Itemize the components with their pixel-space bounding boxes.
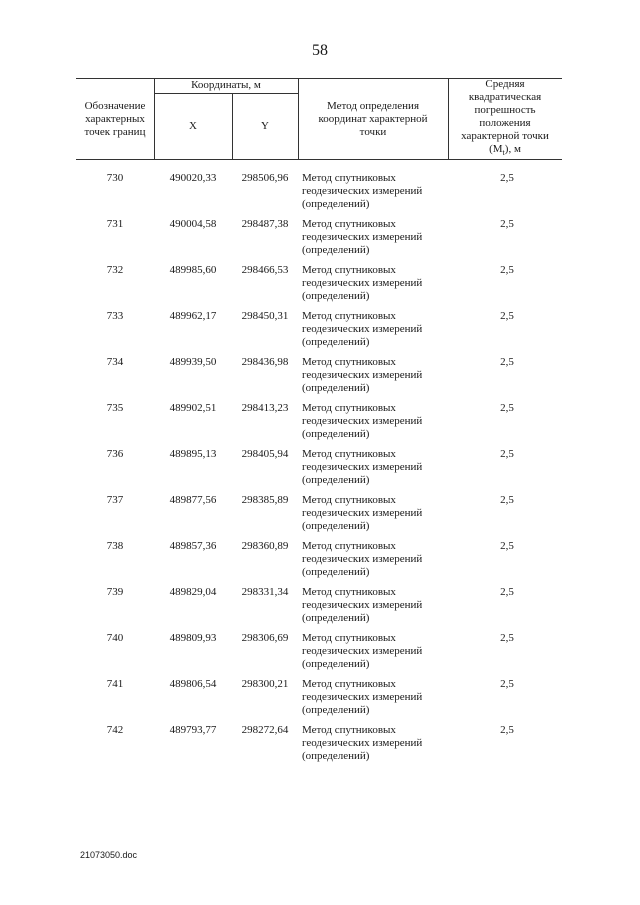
coord-y: 298466,53	[241, 264, 289, 276]
accuracy-cell: 2,5	[500, 494, 514, 506]
point-number: 731	[106, 218, 124, 230]
accuracy-cell: 2,5	[500, 540, 514, 552]
accuracy-cell: 2,5	[500, 678, 514, 690]
coord-x: 489793,77	[169, 724, 217, 736]
coordinates-table-body	[76, 172, 562, 770]
method-cell: Метод спутниковых геодезических измерений (определений)	[302, 402, 423, 440]
coord-x: 489829,04	[169, 586, 217, 598]
table-row	[76, 586, 562, 632]
file-name: 21073050.doc	[80, 850, 138, 860]
accuracy-cell: 2,5	[500, 724, 514, 736]
accuracy-cell: 2,5	[500, 264, 514, 276]
coord-x: 489895,13	[169, 448, 217, 460]
table-row	[76, 356, 562, 402]
coord-y: 298300,21	[241, 678, 289, 690]
point-number: 737	[106, 494, 124, 506]
point-number: 742	[106, 724, 124, 736]
coord-x: 489985,60	[169, 264, 217, 276]
coord-x: 489939,50	[169, 356, 217, 368]
table-row	[76, 218, 562, 264]
header-accuracy-label	[448, 78, 562, 160]
coord-y: 298331,34	[241, 586, 289, 598]
coord-x: 489902,51	[169, 402, 217, 414]
table-row	[76, 264, 562, 310]
coord-y: 298405,94	[241, 448, 289, 460]
accuracy-cell: 2,5	[500, 356, 514, 368]
method-cell: Метод спутниковых геодезических измерений (определений)	[302, 632, 423, 670]
page-number: 58	[312, 42, 328, 59]
method-cell: Метод спутниковых геодезических измерений (определений)	[302, 494, 423, 532]
coord-y: 298450,31	[241, 310, 289, 322]
accuracy-cell: 2,5	[500, 632, 514, 644]
point-number: 741	[106, 678, 124, 690]
coord-x: 490004,58	[169, 218, 217, 230]
coord-y: 298306,69	[241, 632, 289, 644]
method-cell: Метод спутниковых геодезических измерений (определений)	[302, 218, 423, 256]
accuracy-cell: 2,5	[500, 172, 514, 184]
method-cell: Метод спутниковых геодезических измерений (определений)	[302, 172, 423, 210]
method-cell: Метод спутниковых геодезических измерений (определений)	[302, 356, 423, 394]
accuracy-cell: 2,5	[500, 448, 514, 460]
point-number: 740	[106, 632, 124, 644]
coord-y: 298272,64	[241, 724, 289, 736]
table-header	[76, 78, 562, 160]
table-row	[76, 402, 562, 448]
coord-y: 298506,96	[241, 172, 289, 184]
table-row	[76, 448, 562, 494]
method-cell: Метод спутниковых геодезических измерений (определений)	[302, 678, 423, 716]
method-cell: Метод спутниковых геодезических измерений (определений)	[302, 448, 423, 486]
table-row	[76, 724, 562, 770]
coord-y: 298436,98	[241, 356, 289, 368]
accuracy-label-text: Средняя квадратическая погрешность положения характерной точки (M	[461, 78, 549, 156]
coord-x: 490020,33	[169, 172, 217, 184]
point-number: 733	[106, 310, 124, 322]
header-method-label: Метод определения координат характерной точки	[318, 99, 428, 138]
method-cell: Метод спутниковых геодезических измерений (определений)	[302, 310, 423, 348]
point-number: 734	[106, 356, 124, 368]
point-number: 736	[106, 448, 124, 460]
coord-x: 489962,17	[169, 310, 217, 322]
accuracy-cell: 2,5	[500, 402, 514, 414]
coord-x: 489809,93	[169, 632, 217, 644]
coord-x: 489877,56	[169, 494, 217, 506]
point-number: 732	[106, 264, 124, 276]
coord-x: 489857,36	[169, 540, 217, 552]
coord-x: 489806,54	[169, 678, 217, 690]
header-y-label: Y	[261, 120, 269, 132]
accuracy-label-suffix: ), м	[504, 143, 521, 156]
coord-y: 298360,89	[241, 540, 289, 552]
table-row	[76, 494, 562, 540]
header-x-label: X	[189, 120, 197, 132]
table-row	[76, 172, 562, 218]
table-row	[76, 310, 562, 356]
table-row	[76, 632, 562, 678]
coord-y: 298413,23	[241, 402, 289, 414]
accuracy-cell: 2,5	[500, 310, 514, 322]
point-number: 739	[106, 586, 124, 598]
accuracy-subscript: t	[502, 148, 505, 158]
coord-y: 298487,38	[241, 218, 289, 230]
accuracy-cell: 2,5	[500, 218, 514, 230]
method-cell: Метод спутниковых геодезических измерений (определений)	[302, 264, 423, 302]
method-cell: Метод спутниковых геодезических измерений (определений)	[302, 540, 423, 578]
accuracy-cell: 2,5	[500, 586, 514, 598]
point-number: 730	[106, 172, 124, 184]
method-cell: Метод спутниковых геодезических измерений (определений)	[302, 724, 423, 762]
table-row	[76, 540, 562, 586]
header-point-label: Обозначение характерных точек границ	[84, 99, 146, 138]
table-row	[76, 678, 562, 724]
method-cell: Метод спутниковых геодезических измерений (определений)	[302, 586, 423, 624]
header-coords-label: Координаты, м	[191, 79, 261, 91]
coord-y: 298385,89	[241, 494, 289, 506]
point-number: 735	[106, 402, 124, 414]
point-number: 738	[106, 540, 124, 552]
